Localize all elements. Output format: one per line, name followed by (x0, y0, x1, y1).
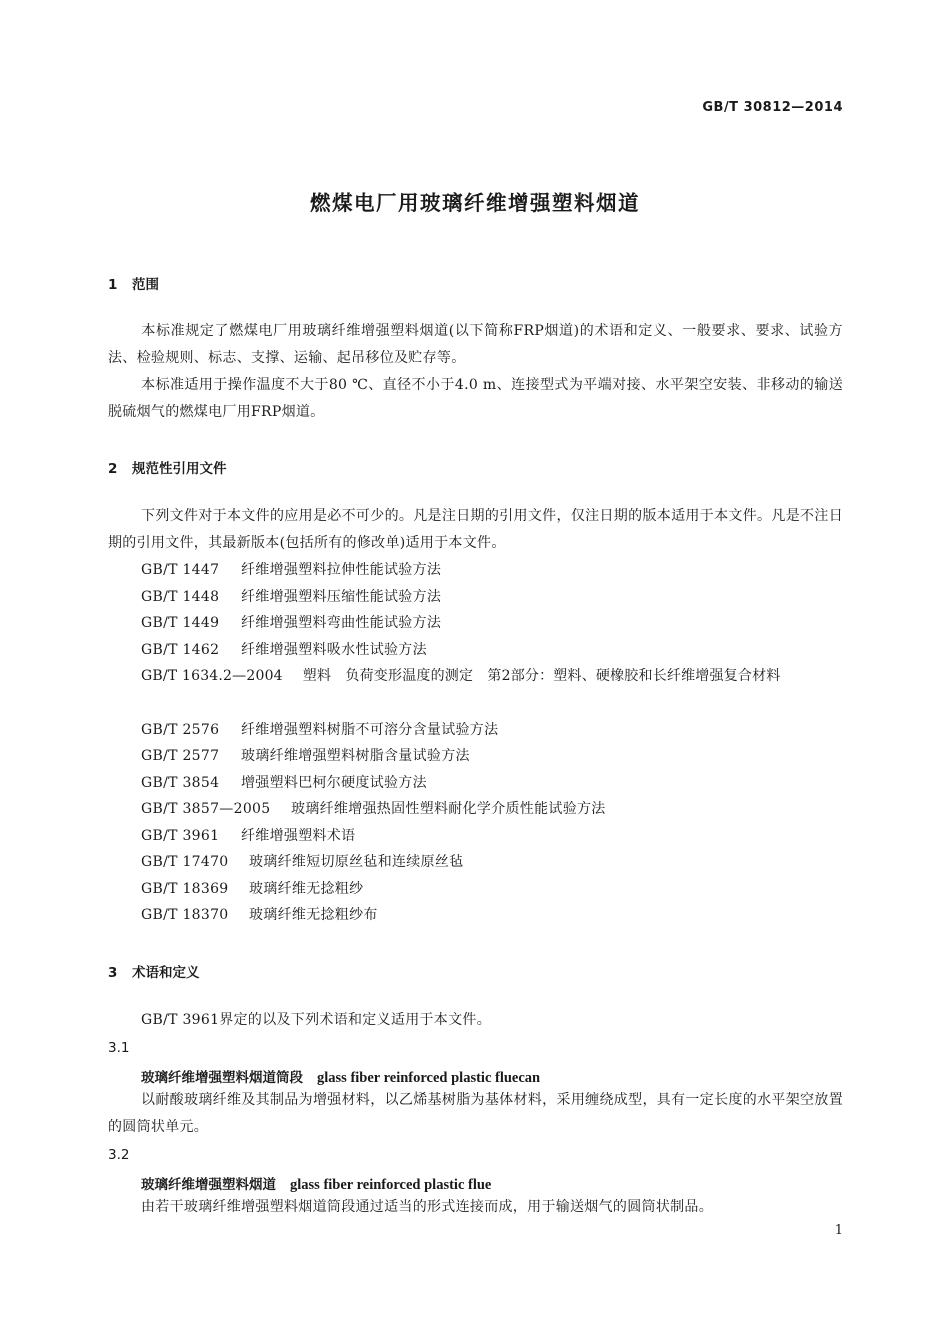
reference-item (141, 637, 427, 664)
paragraph-text: GB/T 3961界定的以及下列术语和定义适用于本文件。 (141, 1012, 492, 1028)
references-intro (108, 503, 843, 557)
paragraph-text: 以耐酸玻璃纤维及其制品为增强材料，以乙烯基树脂为基体材料，采用缠绕成型，具有一定长度的水平架空放置的圆筒状单元。 (108, 1092, 843, 1135)
term-en: glass fiber reinforced plastic flue (290, 1177, 492, 1193)
reference-title: 纤维增强塑料树脂不可溶分含量试验方法 (241, 722, 499, 738)
reference-title: 玻璃纤维无捻粗纱 (249, 881, 364, 897)
terms-intro (141, 1007, 491, 1034)
paragraph-text: 由若干玻璃纤维增强塑料烟道筒段通过适当的形式连接而成，用于输送烟气的圆筒状制品。 (141, 1199, 713, 1215)
term-heading (141, 1066, 540, 1087)
paragraph-text: 本标准规定了燃煤电厂用玻璃纤维增强塑料烟道(以下简称FRP烟道)的术语和定义、一般要求、要求、试验方法、检验规则、标志、支撑、运输、起吊移位及贮存等。 (108, 323, 843, 366)
reference-code: GB/T 1634.2—2004 (141, 668, 283, 684)
section-2-heading (108, 457, 227, 477)
section-1-heading (108, 273, 159, 293)
paragraph-text: 本标准适用于操作温度不大于80 ℃、直径不小于4.0 m、连接型式为平端对接、水平架空安装、非移动的输送脱硫烟气的燃煤电厂用FRP烟道。 (108, 377, 843, 420)
reference-title: 纤维增强塑料拉伸性能试验方法 (241, 562, 442, 578)
reference-item (141, 796, 606, 823)
reference-title: 玻璃纤维增强热固性塑料耐化学介质性能试验方法 (291, 801, 606, 817)
section-title: 术语和定义 (132, 965, 200, 981)
reference-item (141, 584, 441, 611)
term-number: 3.1 (108, 1040, 130, 1056)
term-en: glass fiber reinforced plastic fluecan (317, 1070, 541, 1086)
reference-item (141, 902, 378, 929)
page-number: 1 (834, 1223, 843, 1238)
reference-code: GB/T 2576 (141, 722, 220, 738)
term-heading (141, 1173, 491, 1194)
reference-code: GB/T 3854 (141, 775, 220, 791)
section-title: 规范性引用文件 (132, 461, 227, 477)
reference-title: 玻璃纤维增强塑料树脂含量试验方法 (241, 748, 470, 764)
reference-code: GB/T 1447 (141, 562, 220, 578)
reference-code: GB/T 1449 (141, 615, 220, 631)
reference-item (141, 610, 441, 637)
term-zh: 玻璃纤维增强塑料烟道 (141, 1177, 276, 1193)
section-3-heading (108, 961, 200, 981)
reference-title: 玻璃纤维无捻粗纱布 (249, 907, 378, 923)
section-number: 3 (108, 965, 118, 981)
reference-item (141, 717, 498, 744)
term-number: 3.2 (108, 1147, 130, 1163)
reference-item (141, 557, 441, 584)
paragraph-text: 下列文件对于本文件的应用是必不可少的。凡是注日期的引用文件，仅注日期的版本适用于本文件。凡是不注日期的引用文件，其最新版本(包括所有的修改单)适用于本文件。 (108, 508, 843, 551)
reference-code: GB/T 1448 (141, 589, 220, 605)
reference-code: GB/T 3961 (141, 828, 220, 844)
document-title: 燃煤电厂用玻璃纤维增强塑料烟道 (310, 191, 640, 215)
reference-title: 玻璃纤维短切原丝毡和连续原丝毡 (249, 854, 464, 870)
scope-paragraph-1 (108, 318, 843, 372)
reference-code: GB/T 3857—2005 (141, 801, 271, 817)
reference-item (141, 849, 464, 876)
section-number: 2 (108, 461, 118, 477)
reference-title: 纤维增强塑料术语 (241, 828, 356, 844)
reference-code: GB/T 17470 (141, 854, 229, 870)
term-definition (108, 1087, 843, 1141)
reference-title: 塑料 负荷变形温度的测定 第2部分：塑料、硬橡胶和长纤维增强复合材料 (302, 668, 781, 684)
reference-title: 增强塑料巴柯尔硬度试验方法 (241, 775, 427, 791)
reference-item (108, 663, 843, 690)
standard-number: GB/T 30812—2014 (702, 100, 843, 115)
reference-code: GB/T 2577 (141, 748, 220, 764)
reference-item (141, 876, 363, 903)
reference-code: GB/T 18370 (141, 907, 229, 923)
reference-item (141, 743, 470, 770)
reference-code: GB/T 1462 (141, 642, 220, 658)
reference-item (141, 823, 355, 850)
term-zh: 玻璃纤维增强塑料烟道筒段 (141, 1070, 303, 1086)
reference-title: 纤维增强塑料弯曲性能试验方法 (241, 615, 442, 631)
section-number: 1 (108, 277, 118, 293)
reference-item (141, 770, 427, 797)
reference-title: 纤维增强塑料吸水性试验方法 (241, 642, 427, 658)
reference-title: 纤维增强塑料压缩性能试验方法 (241, 589, 442, 605)
reference-code: GB/T 18369 (141, 881, 229, 897)
term-definition (141, 1194, 713, 1221)
scope-paragraph-2 (108, 372, 843, 426)
section-title: 范围 (132, 277, 159, 293)
